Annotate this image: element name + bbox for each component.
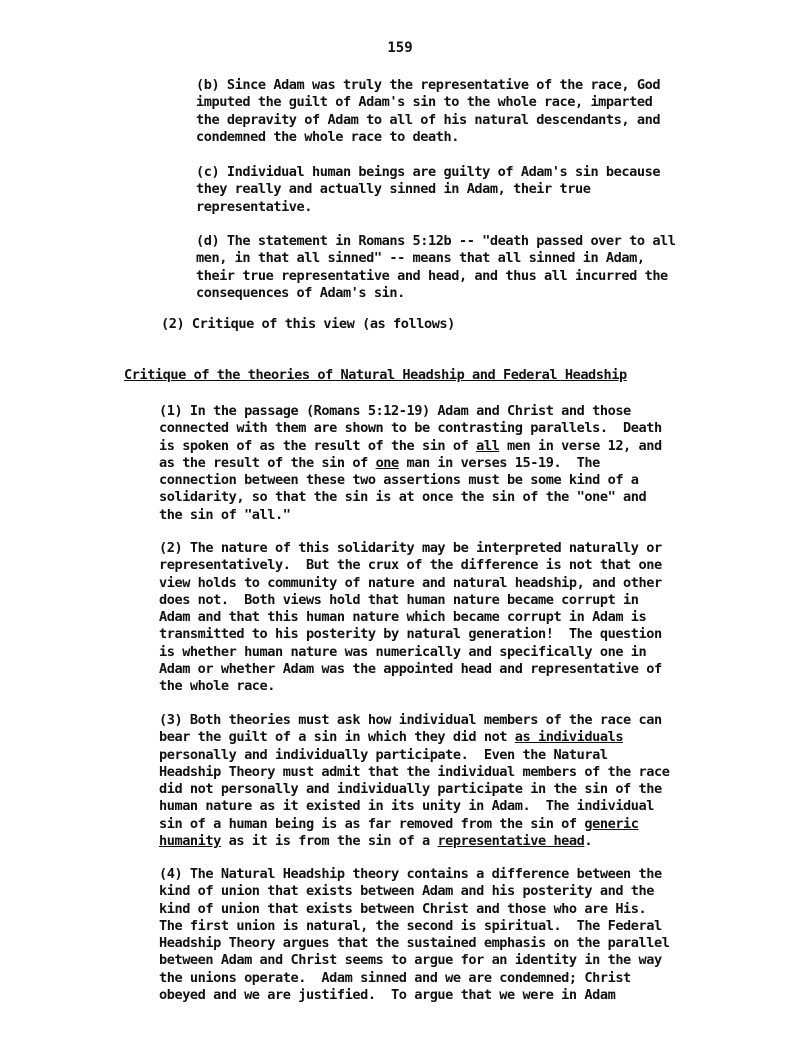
- text-line: sin of a human being is as far removed from the sin of: [159, 815, 585, 832]
- text-line: solidarity, so that the sin is at once the sin of the "one" and: [159, 489, 647, 506]
- text-line: representatively. But the crux of the difference is not that one: [159, 557, 662, 574]
- text-line: does not. Both views hold that human nature became corrupt in: [159, 591, 639, 608]
- point-d: [196, 233, 676, 302]
- text-line: Headship Theory argues that the sustained emphasis on the parallel: [159, 935, 670, 952]
- text-line: as the result of the sin of: [159, 454, 376, 471]
- text-line: Adam or whether Adam was the appointed head and representative of: [159, 661, 662, 678]
- text-line: Adam and that this human nature which became corrupt in Adam is: [159, 609, 647, 626]
- text-line: The first union is natural, the second is spiritual. The Federal: [159, 917, 662, 934]
- point-c: [196, 164, 660, 216]
- text-line: (4) The Natural Headship theory contains a difference between the: [159, 866, 662, 882]
- text-line: their true representative and head, and thus all incurred the: [196, 267, 668, 284]
- underlined-phrase: as individuals: [514, 729, 624, 746]
- text-line: the depravity of Adam to all of his natural descendants, and: [196, 111, 661, 128]
- text-line: between Adam and Christ seems to argue for an identity in the way: [159, 952, 662, 969]
- heading-text: Critique of the theories of Natural Headship and Federal Headship: [124, 367, 627, 383]
- paragraph-3: [159, 712, 669, 850]
- text-line: connected with them are shown to be contrasting parallels. Death: [159, 420, 662, 437]
- text-line: kind of union that exists between Christ and those who are His.: [159, 900, 647, 917]
- text-line: Headship Theory must admit that the individual members of the race: [159, 763, 670, 780]
- text-line: representative.: [196, 198, 313, 215]
- text-line: the unions operate. Adam sinned and we are condemned; Christ: [159, 969, 631, 986]
- text-line: men in verse 12, and: [499, 437, 662, 454]
- paragraph-4: [159, 866, 669, 1004]
- text-line: imputed the guilt of Adam's sin to the whole race, imparted: [196, 94, 653, 111]
- underlined-word: all: [476, 437, 500, 454]
- text-line: (d) The statement in Romans 5:12b -- "death passed over to all: [196, 233, 676, 249]
- paragraph-2: [159, 540, 662, 696]
- text-line: .: [584, 833, 593, 850]
- text-line: man in verses 15-19. The: [398, 454, 600, 471]
- underlined-word: generic: [584, 815, 639, 832]
- text-line: kind of union that exists between Adam and his posterity and the: [159, 883, 654, 900]
- critique-item: [161, 316, 455, 333]
- section-heading: [124, 367, 627, 384]
- text-line: (3) Both theories must ask how individual members of the race can: [159, 712, 662, 728]
- text-line: (b) Since Adam was truly the representative of the race, God: [196, 77, 661, 93]
- paragraph-1: [159, 403, 662, 524]
- underlined-phrase: representative head: [437, 833, 585, 850]
- text-line: obeyed and we are justified. To argue that we were in Adam: [159, 987, 616, 1004]
- text-line: men, in that all sinned" -- means that all sinned in Adam,: [196, 250, 645, 267]
- point-b: [196, 77, 660, 146]
- text-line: did not personally and individually participate in the sin of the: [159, 781, 662, 798]
- text-line: is spoken of as the result of the sin of: [159, 437, 477, 454]
- text-line: they really and actually sinned in Adam, their true: [196, 181, 591, 198]
- text-line: the sin of "all.": [159, 506, 291, 523]
- text-line: (2) Critique of this view (as follows): [161, 316, 455, 332]
- underlined-word: humanity: [159, 833, 221, 850]
- text-line: as it is from the sin of a: [220, 833, 438, 850]
- text-line: transmitted to his posterity by natural generation! The question: [159, 626, 662, 643]
- text-line: (1) In the passage (Romans 5:12-19) Adam and Christ and those: [159, 403, 631, 419]
- text-line: connection between these two assertions must be some kind of a: [159, 472, 639, 489]
- underlined-word: one: [375, 454, 399, 471]
- text-line: human nature as it existed in its unity in Adam. The individual: [159, 798, 654, 815]
- text-line: (2) The nature of this solidarity may be interpreted naturally or: [159, 540, 662, 556]
- text-line: bear the guilt of a sin in which they did not: [159, 729, 515, 746]
- text-line: the whole race.: [159, 678, 276, 695]
- text-line: consequences of Adam's sin.: [196, 284, 405, 301]
- text-line: condemned the whole race to death.: [196, 128, 459, 145]
- page-number: 159: [387, 40, 413, 56]
- text-line: is whether human nature was numerically and specifically one in: [159, 643, 647, 660]
- text-line: (c) Individual human beings are guilty of Adam's sin because: [196, 164, 661, 180]
- text-line: personally and individually participate. Even the Natural: [159, 746, 608, 763]
- text-line: view holds to community of nature and natural headship, and other: [159, 574, 662, 591]
